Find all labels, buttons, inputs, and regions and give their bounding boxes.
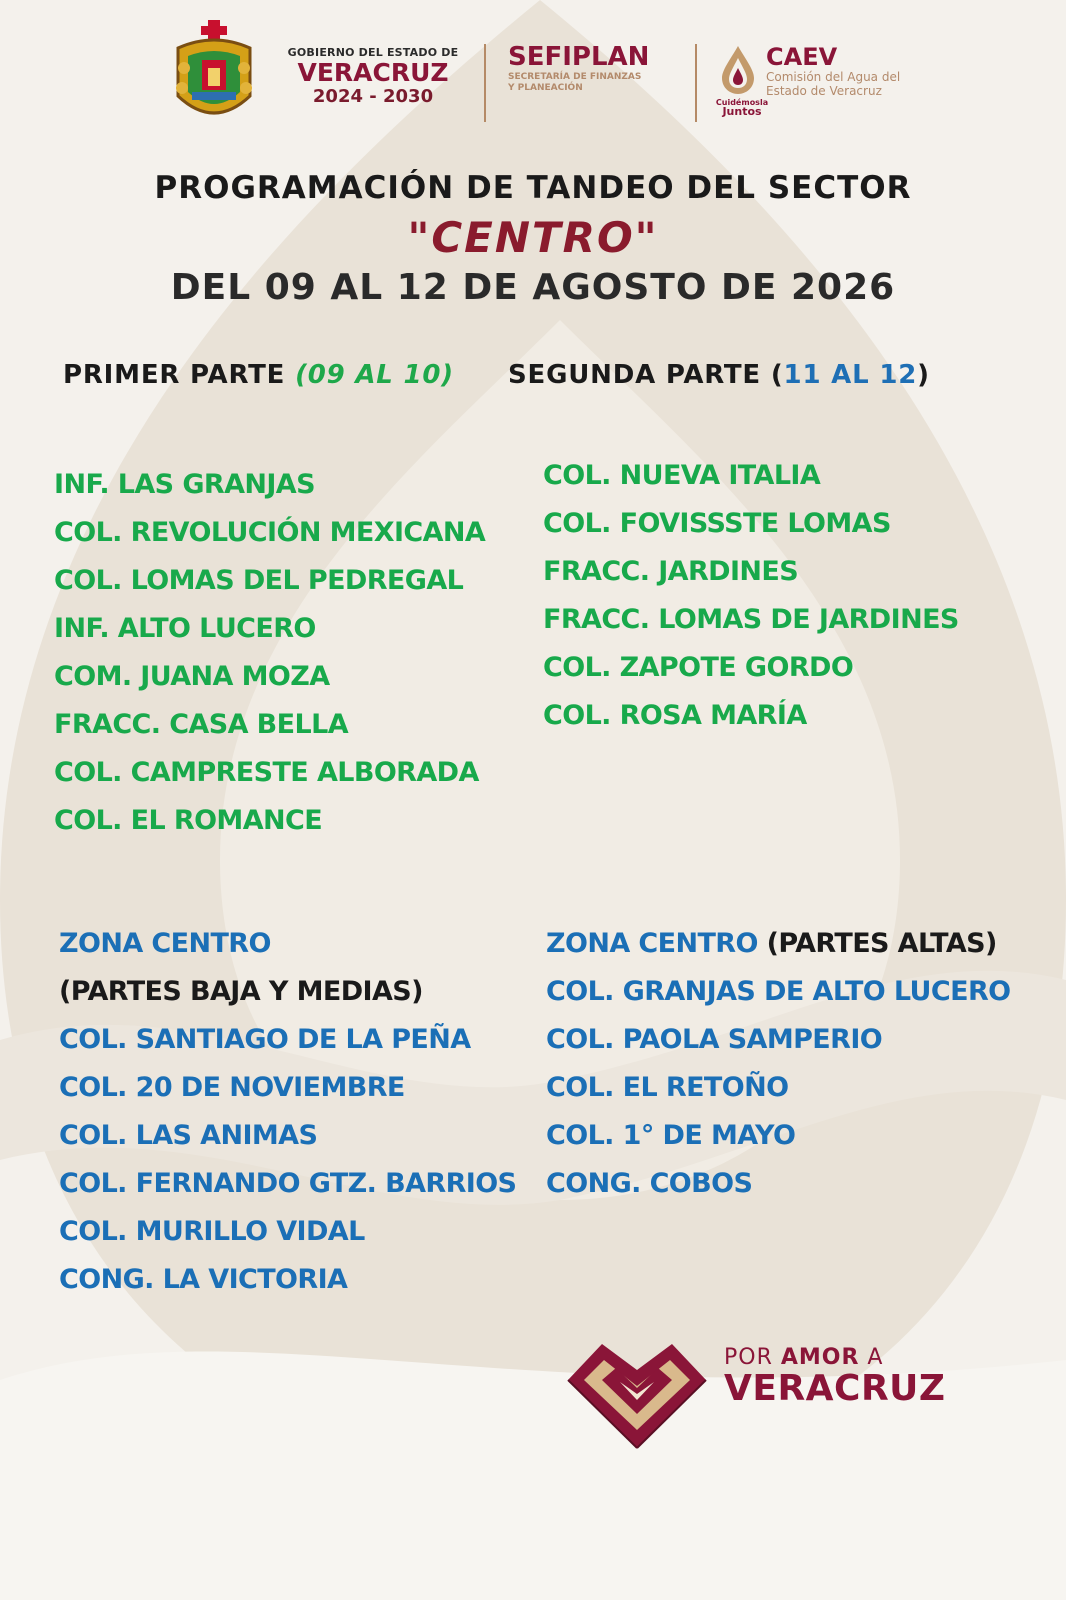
part2-zone-list [546, 920, 1011, 1208]
list-item: FRACC. CASA BELLA [54, 709, 348, 740]
water-drop-icon [718, 44, 758, 96]
part2-range-close: ) [917, 360, 930, 390]
list-item: COL. LAS ANIMAS [59, 1120, 318, 1151]
caev-sub-2: Estado de Veracruz [766, 84, 882, 98]
list-item: INF. LAS GRANJAS [54, 469, 315, 500]
footer-line-1 [724, 1345, 946, 1370]
caev-slogan-1: Cuidémosla [715, 98, 769, 107]
caev-slogan-2: Juntos [722, 105, 762, 118]
sefiplan-name: SEFIPLAN [508, 42, 650, 72]
part1-heading [63, 360, 454, 390]
gov-line-1: GOBIERNO DEL ESTADO DE [287, 46, 459, 59]
part1-range: (09 AL 10) [295, 360, 454, 390]
list-item: COL. PAOLA SAMPERIO [546, 1024, 883, 1055]
list-item: COL. CAMPRESTE ALBORADA [54, 757, 479, 788]
list-item: COL. EL RETOÑO [546, 1072, 789, 1103]
por-amor-heart-icon [566, 1330, 708, 1450]
list-item: FRACC. JARDINES [543, 556, 799, 587]
veracruz-coat-of-arms-icon [168, 18, 260, 132]
gov-line-2: VERACRUZ [297, 58, 449, 87]
zone-title: ZONA CENTRO [59, 928, 271, 959]
part2-list [543, 452, 959, 740]
header-logos [0, 18, 1066, 138]
gov-line-3: 2024 - 2030 [312, 86, 434, 107]
sefiplan-sub-1: SECRETARÍA DE FINANZAS [508, 72, 642, 82]
gobierno-veracruz-logo [283, 46, 463, 108]
caev-slogan [714, 98, 770, 116]
part1-zone-list [59, 920, 516, 1304]
list-item: INF. ALTO LUCERO [54, 613, 316, 644]
sefiplan-sub-2: Y PLANEACIÓN [508, 83, 583, 93]
list-item: FRACC. LOMAS DE JARDINES [543, 604, 959, 635]
caev-sub-1: Comisión del Agua del [766, 70, 901, 84]
list-item: COM. JUANA MOZA [54, 661, 330, 692]
list-item: COL. NUEVA ITALIA [543, 460, 821, 491]
title-sector-name: "CENTRO" [407, 213, 659, 262]
zone-title: ZONA CENTRO [546, 928, 758, 959]
footer-line-2: VERACRUZ [724, 1368, 946, 1409]
zone-heading [546, 920, 1011, 968]
part2-heading [508, 360, 930, 390]
por-amor-a-veracruz-logo [724, 1345, 946, 1408]
title-date-range: DEL 09 AL 12 DE AGOSTO DE 2026 [170, 267, 896, 308]
caev-logo [766, 44, 926, 98]
part1-list [54, 461, 485, 845]
list-item: COL. 1° DE MAYO [546, 1120, 796, 1151]
list-item: COL. FOVISSSTE LOMAS [543, 508, 891, 539]
title-line-1: PROGRAMACIÓN DE TANDEO DEL SECTOR [154, 170, 912, 206]
logo-divider [695, 44, 697, 122]
footer-text-a: A [859, 1345, 884, 1370]
list-item: COL. 20 DE NOVIEMBRE [59, 1072, 405, 1103]
list-item: COL. FERNANDO GTZ. BARRIOS [59, 1168, 517, 1199]
list-item: COL. MURILLO VIDAL [59, 1216, 365, 1247]
footer-text-por: POR [724, 1345, 781, 1370]
list-item: COL. ROSA MARÍA [543, 700, 807, 731]
list-item: COL. GRANJAS DE ALTO LUCERO [546, 976, 1011, 1007]
list-item: COL. EL ROMANCE [54, 805, 323, 836]
footer-text-amor: AMOR [780, 1345, 860, 1370]
list-item: COL. LOMAS DEL PEDREGAL [54, 565, 464, 596]
part2-label: SEGUNDA PARTE [508, 360, 761, 390]
list-item: COL. SANTIAGO DE LA PEÑA [59, 1024, 471, 1055]
caev-name: CAEV [766, 43, 838, 71]
list-item: CONG. LA VICTORIA [59, 1264, 348, 1295]
logo-divider [484, 44, 486, 122]
part2-range-open: ( [770, 360, 784, 390]
part1-label: PRIMER PARTE [63, 360, 286, 390]
zone-note: (PARTES ALTAS) [766, 928, 997, 959]
zone-note: (PARTES BAJA Y MEDIAS) [59, 976, 423, 1007]
part2-range: 11 AL 12 [783, 360, 918, 390]
list-item: COL. ZAPOTE GORDO [543, 652, 854, 683]
list-item: COL. REVOLUCIÓN MEXICANA [54, 517, 486, 548]
sefiplan-logo [508, 42, 678, 94]
list-item: CONG. COBOS [546, 1168, 753, 1199]
